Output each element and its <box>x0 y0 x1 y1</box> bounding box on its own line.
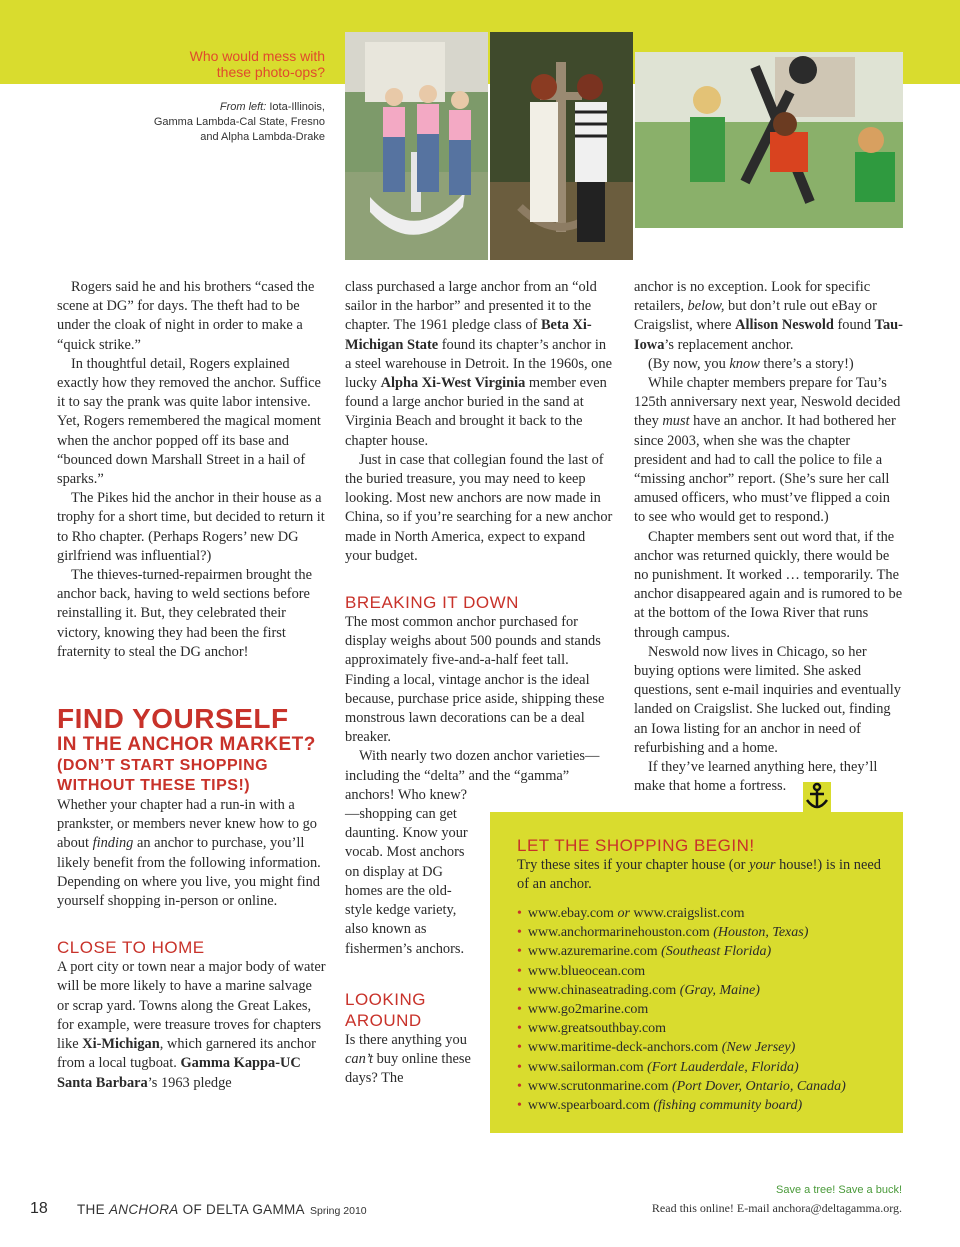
shopping-title: LET THE SHOPPING BEGIN! <box>517 836 755 855</box>
col1-paragraph-5: Whether your chapter had a run-in with a prankster, or members never knew how to go about finding an anchor to purchase, you’ll likely benefit from the following information. Depending on where you live, you might find yourself shopping in-person or online. <box>57 797 321 910</box>
tips-subheading-line2: WITHOUT THESE TIPS!) <box>57 777 251 795</box>
shopping-link[interactable]: www.blueocean.com <box>527 963 646 979</box>
breaking-it-down-heading: BREAKING IT DOWN <box>345 593 519 613</box>
issue-date: Spring 2010 <box>310 1205 367 1217</box>
col1-paragraph-2: In thoughtful detail, Rogers explained exactly how they removed the anchor. Suffice it to say the prank was quite labor intensive. Yet, Rogers remembered the magical moment when the anchor popped off its base and “bounced down Marshall Street in a hail of sparks.” <box>57 355 321 488</box>
photo-alpha-lambda <box>635 52 903 228</box>
photo-headline-line2: these photo-ops? <box>216 64 325 80</box>
article-column-3 <box>634 278 904 796</box>
shopping-item: • www.maritime-deck-anchors.com (New Jersey) <box>517 1040 796 1056</box>
col1-paragraph-3: The Pikes hid the anchor in their house as a trophy for a short time, but decided to return it to Rho chapter. (Perhaps Rogers’ new DG girlfriend was influential?) <box>57 490 325 564</box>
photo-gamma-lambda <box>490 32 633 260</box>
shopping-item: • www.chinaseatrading.com (Gray, Maine) <box>517 982 760 998</box>
photo-headline <box>105 48 325 80</box>
shopping-link[interactable]: www.anchormarinehouston.com <box>527 925 710 941</box>
caption-from-left: From left: <box>219 101 267 113</box>
shopping-sidebar <box>490 812 903 1133</box>
shopping-link[interactable]: www.azuremarine.com <box>527 944 658 960</box>
col1-paragraph-1: Rogers said he and his brothers “cased the scene at DG” for days. The theft had to be under the cloak of night in order to make a “quick strike.” <box>57 279 315 353</box>
shopping-item: • www.greatsouthbay.com <box>517 1021 667 1037</box>
shopping-item: • www.azuremarine.com (Southeast Florida) <box>517 944 772 960</box>
magazine-title: THE ANCHORA OF DELTA GAMMA <box>77 1202 305 1217</box>
col3-paragraph-6: If they’ve learned anything here, they’ll make that home a fortress. <box>634 759 878 795</box>
col2-paragraph-5: Is there anything you can’t buy online these days? The <box>345 1031 471 1087</box>
col3-paragraph-5: Neswold now lives in Chicago, so her buying options were limited. She asked questions, sent e-mail inquiries and eventually landed on Craigslist. She lucked out, finding an Iowa listing for an anchor in need of refurbishing and a home. <box>634 643 901 756</box>
caption-line1: Iota-Illinois, <box>269 101 325 113</box>
photo-iota-illinois <box>345 32 488 260</box>
col2-paragraph-4a: With nearly two dozen anchor varieties—including the “delta” and the “gamma” <box>345 748 600 784</box>
col3-paragraph-3: While chapter members prepare for Tau’s 125th anniversary next year, Neswold decided they must have an anchor. It had bothered her since 2003, when she was the chapter president and had to call the police to file a “missing anchor” report. (She’s sure her call amused officers, who must’ve flipped a coin to see who would get to respond.) <box>634 375 901 526</box>
shopping-link[interactable]: www.scrutonmarine.com <box>527 1078 669 1094</box>
shopping-item: • www.go2marine.com <box>517 1002 649 1018</box>
col2-paragraph-3: The most common anchor purchased for display weighs about 500 pounds and stands approximately five-and-a-half feet tall. Finding a local, vintage anchor is the ideal because, purchase price aside, shipping these monstrous lawn decorations can be a deal breaker. <box>345 614 605 746</box>
caption-line2: Gamma Lambda-Cal State, Fresno <box>153 116 325 128</box>
col3-paragraph-4: Chapter members sent out word that, if the anchor was returned quickly, there would be no punishment. It worked … temporarily. The anchor disappeared again and is rumored to be at the bottom of the Iowa River that runs through campus. <box>634 528 903 641</box>
caption-line3: and Alpha Lambda-Drake <box>200 131 325 143</box>
col1-paragraph-4: The thieves-turned-repairmen brought the anchor back, having to weld sections before reinstalling it. But, they celebrated their victory, knowing they had been the first fraternity to steal the DG anchor! <box>57 567 312 660</box>
shopping-link[interactable]: www.sailorman.com <box>527 1059 644 1075</box>
shopping-link[interactable]: www.ebay.com <box>527 906 614 921</box>
col3-paragraph-2: (By now, you know there’s a story!) <box>648 355 854 372</box>
photo-caption <box>95 100 325 145</box>
col2-paragraph-4b: anchors! Who knew?—shopping can get daunting. Know your vocab. Most anchors on display at DG homes are the old-style kedge variety, also known as fishermen’s anchors. <box>345 786 468 957</box>
photo-headline-line1: Who would mess with <box>189 48 325 64</box>
tips-subheading-line1: (DON’T START SHOPPING <box>57 757 269 775</box>
close-to-home-heading: CLOSE TO HOME <box>57 938 205 958</box>
shopping-link[interactable]: www.greatsouthbay.com <box>527 1021 667 1037</box>
shopping-item: • www.sailorman.com (Fort Lauderdale, Florida) <box>517 1059 799 1075</box>
col2-paragraph-1: class purchased a large anchor from an “old sailor in the harbor” and presented it to the chapter. The 1961 pledge class of Beta Xi-Michigan State found its chapter’s anchor in a steel warehouse in Detroit. In the 1960s, one lucky Alpha Xi-West Virginia member even found a large anchor buried in the sand at Virginia Beach and brought it back to the chapter house. <box>345 279 612 449</box>
shopping-intro: Try these sites if your chapter house (or your house!) is in need of an anchor. <box>517 857 881 893</box>
find-yourself-heading: FIND YOURSELF <box>57 703 289 735</box>
shopping-link[interactable]: www.chinaseatrading.com <box>527 982 677 998</box>
shopping-item: • www.ebay.com or www.craigslist.com <box>517 906 745 921</box>
shopping-link[interactable]: www.go2marine.com <box>527 1002 649 1018</box>
tips-subheading <box>57 756 327 796</box>
anchor-end-icon <box>803 782 831 812</box>
save-tree-note: Save a tree! Save a buck! <box>776 1184 902 1196</box>
anchor-market-subheading: IN THE ANCHOR MARKET? <box>57 734 316 756</box>
shopping-link[interactable]: www.spearboard.com <box>527 1098 650 1114</box>
shopping-list <box>517 904 846 1115</box>
shopping-link[interactable]: www.craigslist.com <box>633 906 745 921</box>
shopping-link[interactable]: www.maritime-deck-anchors.com <box>527 1040 719 1056</box>
article-column-1 <box>57 278 327 1093</box>
page-number: 18 <box>30 1200 48 1217</box>
shopping-item: • www.spearboard.com (fishing community board) <box>517 1098 803 1114</box>
shopping-item: • www.scrutonmarine.com (Port Dover, Ontario, Canada) <box>517 1078 846 1094</box>
looking-around-heading: LOOKING AROUND <box>345 989 426 1030</box>
shopping-item: • www.anchormarinehouston.com (Houston, Texas) <box>517 925 809 941</box>
read-online-note[interactable]: Read this online! E-mail anchora@deltagamma.org. <box>651 1201 902 1215</box>
col2-paragraph-2: Just in case that collegian found the last of the buried treasure, you may need to keep looking. Most new anchors are now made in China, so if you’re searching for a new anchor made in North America, expect to expand your budget. <box>345 451 613 564</box>
col1-paragraph-6: A port city or town near a major body of water will be more likely to have a marine salvage or scrap yard. Towns along the Great Lakes, for example, were treasure troves for chapters like Xi-Michigan, which garnered its anchor from a local tugboat. Gamma Kappa-UC Santa Barbara’s 1963 pledge <box>57 959 326 1091</box>
shopping-item: • www.blueocean.com <box>517 963 646 979</box>
col3-paragraph-1: anchor is no exception. Look for specific retailers, below, but don’t rule out eBay or Craigslist, where Allison Neswold found Tau-Iowa’s replacement anchor. <box>634 279 903 353</box>
